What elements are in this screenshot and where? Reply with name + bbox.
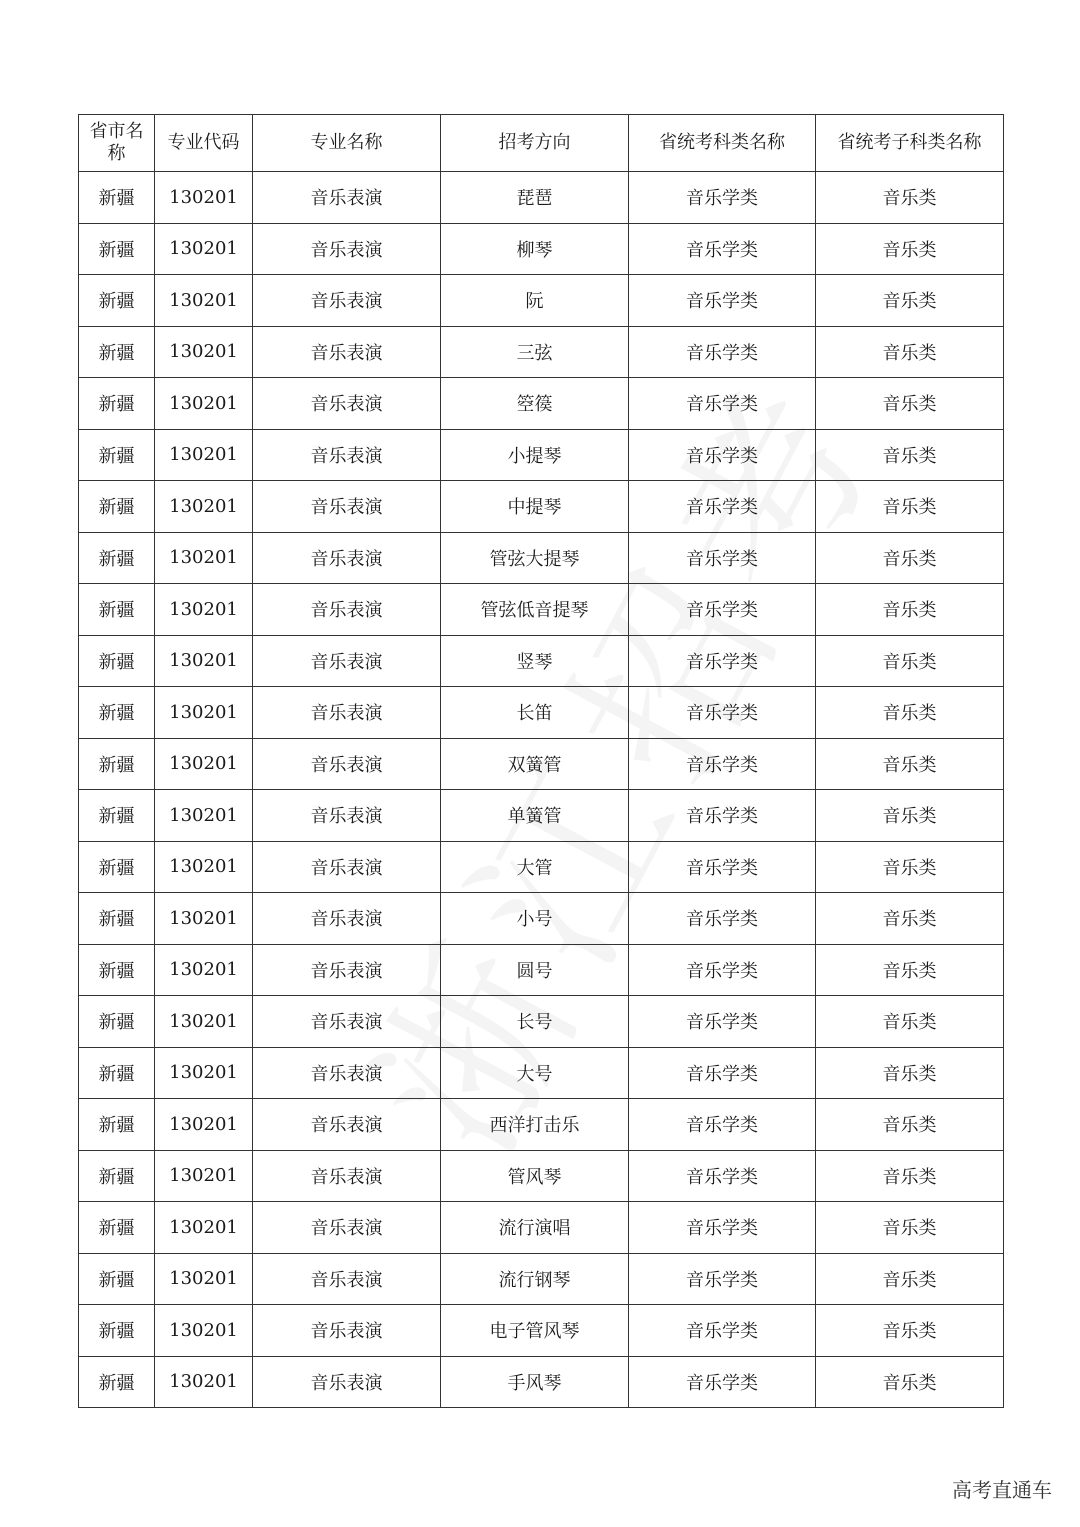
- cell-category: 音乐学类: [629, 172, 816, 224]
- cell-category: 音乐学类: [629, 738, 816, 790]
- cell-category: 音乐学类: [629, 1047, 816, 1099]
- cell-direction: 中提琴: [441, 481, 629, 533]
- table-row: [79, 1253, 1004, 1305]
- table-row: [79, 635, 1004, 687]
- cell-province: 新疆: [79, 1099, 155, 1151]
- table-row: [79, 893, 1004, 945]
- cell-province: 新疆: [79, 687, 155, 739]
- cell-category: 音乐学类: [629, 790, 816, 842]
- cell-major-code: 130201: [155, 223, 253, 275]
- cell-major-name: 音乐表演: [253, 532, 441, 584]
- header-row: [79, 115, 1004, 172]
- table-row: [79, 1047, 1004, 1099]
- cell-subcategory: 音乐类: [816, 481, 1004, 533]
- cell-major-name: 音乐表演: [253, 1202, 441, 1254]
- cell-subcategory: 音乐类: [816, 532, 1004, 584]
- cell-category: 音乐学类: [629, 1150, 816, 1202]
- cell-category: 音乐学类: [629, 893, 816, 945]
- cell-direction: 柳琴: [441, 223, 629, 275]
- cell-major-name: 音乐表演: [253, 429, 441, 481]
- cell-direction: 三弦: [441, 326, 629, 378]
- cell-province: 新疆: [79, 790, 155, 842]
- cell-province: 新疆: [79, 532, 155, 584]
- cell-category: 音乐学类: [629, 326, 816, 378]
- cell-direction: 圆号: [441, 944, 629, 996]
- cell-subcategory: 音乐类: [816, 223, 1004, 275]
- cell-direction: 管风琴: [441, 1150, 629, 1202]
- cell-major-name: 音乐表演: [253, 635, 441, 687]
- cell-subcategory: 音乐类: [816, 635, 1004, 687]
- cell-major-name: 音乐表演: [253, 326, 441, 378]
- cell-category: 音乐学类: [629, 532, 816, 584]
- cell-major-code: 130201: [155, 687, 253, 739]
- cell-direction: 阮: [441, 275, 629, 327]
- cell-category: 音乐学类: [629, 275, 816, 327]
- cell-subcategory: 音乐类: [816, 738, 1004, 790]
- cell-category: 音乐学类: [629, 841, 816, 893]
- cell-major-code: 130201: [155, 429, 253, 481]
- cell-major-code: 130201: [155, 1150, 253, 1202]
- footer-source: 高考直通车: [952, 1478, 1052, 1502]
- table-row: [79, 1202, 1004, 1254]
- cell-direction: 电子管风琴: [441, 1305, 629, 1357]
- table-row: [79, 996, 1004, 1048]
- cell-major-code: 130201: [155, 378, 253, 430]
- cell-major-code: 130201: [155, 1253, 253, 1305]
- cell-direction: 琵琶: [441, 172, 629, 224]
- cell-subcategory: 音乐类: [816, 1099, 1004, 1151]
- cell-province: 新疆: [79, 1305, 155, 1357]
- cell-province: 新疆: [79, 1253, 155, 1305]
- cell-major-name: 音乐表演: [253, 841, 441, 893]
- table-row: [79, 687, 1004, 739]
- cell-major-name: 音乐表演: [253, 1305, 441, 1357]
- cell-subcategory: 音乐类: [816, 1047, 1004, 1099]
- cell-subcategory: 音乐类: [816, 275, 1004, 327]
- cell-category: 音乐学类: [629, 635, 816, 687]
- cell-major-code: 130201: [155, 584, 253, 636]
- cell-subcategory: 音乐类: [816, 1356, 1004, 1408]
- cell-province: 新疆: [79, 275, 155, 327]
- cell-province: 新疆: [79, 172, 155, 224]
- cell-major-code: 130201: [155, 1099, 253, 1151]
- cell-subcategory: 音乐类: [816, 790, 1004, 842]
- cell-major-name: 音乐表演: [253, 275, 441, 327]
- cell-direction: 手风琴: [441, 1356, 629, 1408]
- cell-direction: 小号: [441, 893, 629, 945]
- table-row: [79, 1305, 1004, 1357]
- cell-major-name: 音乐表演: [253, 1099, 441, 1151]
- cell-major-code: 130201: [155, 996, 253, 1048]
- cell-subcategory: 音乐类: [816, 172, 1004, 224]
- cell-major-name: 音乐表演: [253, 481, 441, 533]
- cell-province: 新疆: [79, 1202, 155, 1254]
- cell-subcategory: 音乐类: [816, 996, 1004, 1048]
- cell-direction: 长笛: [441, 687, 629, 739]
- table-row: [79, 532, 1004, 584]
- cell-subcategory: 音乐类: [816, 326, 1004, 378]
- cell-province: 新疆: [79, 996, 155, 1048]
- table-row: [79, 1356, 1004, 1408]
- cell-major-name: 音乐表演: [253, 944, 441, 996]
- col-header-direction: 招考方向: [441, 115, 629, 172]
- cell-subcategory: 音乐类: [816, 1253, 1004, 1305]
- cell-major-code: 130201: [155, 1202, 253, 1254]
- cell-category: 音乐学类: [629, 1356, 816, 1408]
- cell-direction: 大管: [441, 841, 629, 893]
- cell-major-name: 音乐表演: [253, 790, 441, 842]
- cell-major-code: 130201: [155, 1047, 253, 1099]
- cell-category: 音乐学类: [629, 429, 816, 481]
- cell-province: 新疆: [79, 635, 155, 687]
- table-row: [79, 429, 1004, 481]
- cell-major-name: 音乐表演: [253, 996, 441, 1048]
- cell-category: 音乐学类: [629, 1202, 816, 1254]
- cell-direction: 长号: [441, 996, 629, 1048]
- cell-major-name: 音乐表演: [253, 1150, 441, 1202]
- cell-major-code: 130201: [155, 1305, 253, 1357]
- cell-direction: 箜篌: [441, 378, 629, 430]
- table-body: [79, 172, 1004, 1408]
- cell-category: 音乐学类: [629, 687, 816, 739]
- cell-major-name: 音乐表演: [253, 172, 441, 224]
- cell-major-name: 音乐表演: [253, 687, 441, 739]
- cell-category: 音乐学类: [629, 996, 816, 1048]
- cell-direction: 双簧管: [441, 738, 629, 790]
- cell-subcategory: 音乐类: [816, 1150, 1004, 1202]
- cell-province: 新疆: [79, 1047, 155, 1099]
- col-header-major-name: 专业名称: [253, 115, 441, 172]
- cell-subcategory: 音乐类: [816, 893, 1004, 945]
- cell-province: 新疆: [79, 584, 155, 636]
- table-row: [79, 738, 1004, 790]
- cell-province: 新疆: [79, 893, 155, 945]
- cell-major-name: 音乐表演: [253, 1253, 441, 1305]
- table-row: [79, 584, 1004, 636]
- cell-province: 新疆: [79, 326, 155, 378]
- cell-subcategory: 音乐类: [816, 944, 1004, 996]
- cell-major-code: 130201: [155, 275, 253, 327]
- cell-direction: 小提琴: [441, 429, 629, 481]
- cell-province: 新疆: [79, 223, 155, 275]
- cell-direction: 西洋打击乐: [441, 1099, 629, 1151]
- col-header-province: 省市名称: [79, 115, 155, 172]
- cell-province: 新疆: [79, 481, 155, 533]
- cell-major-code: 130201: [155, 944, 253, 996]
- table-row: [79, 378, 1004, 430]
- cell-direction: 流行钢琴: [441, 1253, 629, 1305]
- cell-direction: 单簧管: [441, 790, 629, 842]
- cell-province: 新疆: [79, 841, 155, 893]
- cell-major-name: 音乐表演: [253, 584, 441, 636]
- cell-subcategory: 音乐类: [816, 1305, 1004, 1357]
- cell-category: 音乐学类: [629, 1253, 816, 1305]
- cell-category: 音乐学类: [629, 223, 816, 275]
- cell-category: 音乐学类: [629, 378, 816, 430]
- table-row: [79, 326, 1004, 378]
- table-row: [79, 172, 1004, 224]
- cell-direction: 管弦大提琴: [441, 532, 629, 584]
- cell-subcategory: 音乐类: [816, 687, 1004, 739]
- table-row: [79, 1099, 1004, 1151]
- cell-subcategory: 音乐类: [816, 1202, 1004, 1254]
- col-header-major-code: 专业代码: [155, 115, 253, 172]
- cell-major-code: 130201: [155, 893, 253, 945]
- table-row: [79, 275, 1004, 327]
- cell-major-name: 音乐表演: [253, 738, 441, 790]
- major-table: [78, 114, 1004, 1408]
- cell-category: 音乐学类: [629, 1305, 816, 1357]
- cell-category: 音乐学类: [629, 481, 816, 533]
- cell-major-code: 130201: [155, 532, 253, 584]
- col-header-subcategory: 省统考子科类名称: [816, 115, 1004, 172]
- cell-major-name: 音乐表演: [253, 893, 441, 945]
- cell-subcategory: 音乐类: [816, 378, 1004, 430]
- col-header-category: 省统考科类名称: [629, 115, 816, 172]
- cell-major-code: 130201: [155, 172, 253, 224]
- cell-province: 新疆: [79, 1356, 155, 1408]
- cell-direction: 管弦低音提琴: [441, 584, 629, 636]
- cell-province: 新疆: [79, 1150, 155, 1202]
- table-row: [79, 481, 1004, 533]
- cell-subcategory: 音乐类: [816, 429, 1004, 481]
- cell-category: 音乐学类: [629, 1099, 816, 1151]
- cell-major-name: 音乐表演: [253, 1356, 441, 1408]
- table-row: [79, 1150, 1004, 1202]
- cell-subcategory: 音乐类: [816, 584, 1004, 636]
- cell-major-code: 130201: [155, 790, 253, 842]
- cell-category: 音乐学类: [629, 584, 816, 636]
- cell-province: 新疆: [79, 429, 155, 481]
- cell-major-code: 130201: [155, 635, 253, 687]
- cell-province: 新疆: [79, 944, 155, 996]
- cell-direction: 流行演唱: [441, 1202, 629, 1254]
- cell-major-name: 音乐表演: [253, 378, 441, 430]
- cell-direction: 竖琴: [441, 635, 629, 687]
- table-row: [79, 223, 1004, 275]
- cell-direction: 大号: [441, 1047, 629, 1099]
- cell-major-name: 音乐表演: [253, 1047, 441, 1099]
- cell-province: 新疆: [79, 378, 155, 430]
- cell-major-code: 130201: [155, 1356, 253, 1408]
- cell-province: 新疆: [79, 738, 155, 790]
- cell-category: 音乐学类: [629, 944, 816, 996]
- cell-major-code: 130201: [155, 738, 253, 790]
- table-row: [79, 944, 1004, 996]
- cell-major-code: 130201: [155, 326, 253, 378]
- cell-major-code: 130201: [155, 841, 253, 893]
- table-row: [79, 790, 1004, 842]
- table-row: [79, 841, 1004, 893]
- cell-major-name: 音乐表演: [253, 223, 441, 275]
- cell-major-code: 130201: [155, 481, 253, 533]
- cell-subcategory: 音乐类: [816, 841, 1004, 893]
